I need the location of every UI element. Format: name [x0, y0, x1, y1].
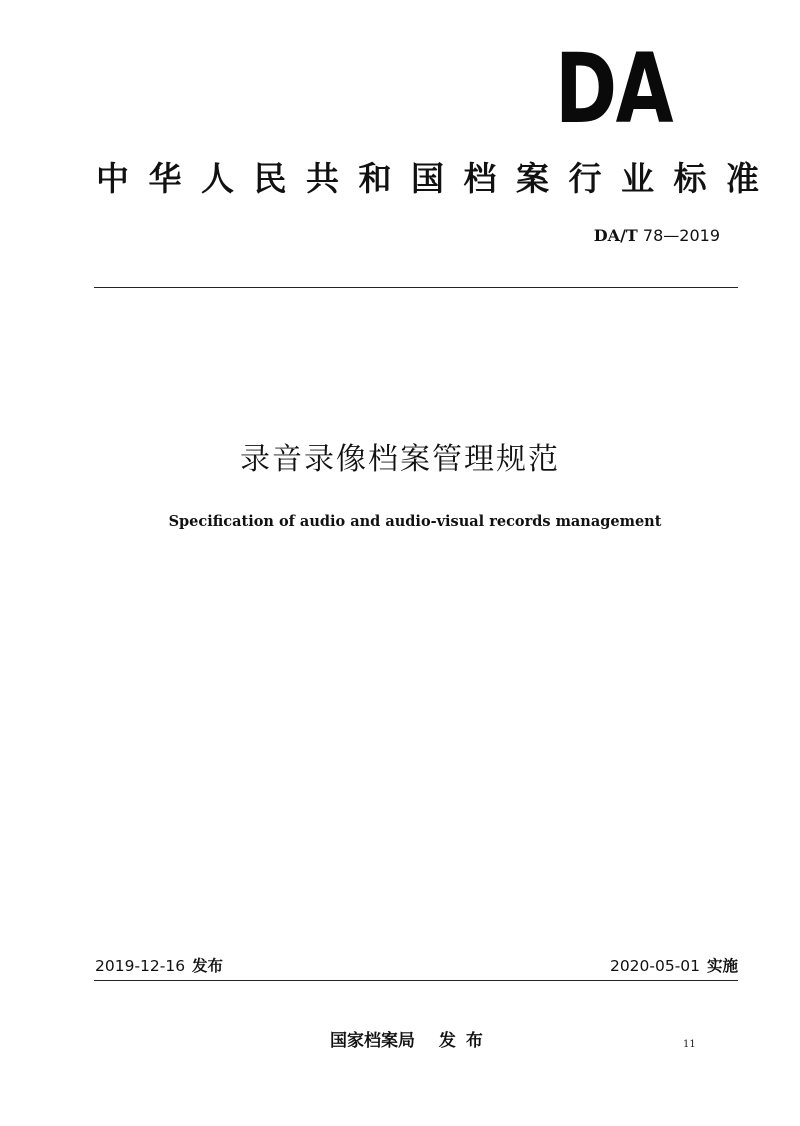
top-divider — [94, 287, 738, 288]
issue-date — [95, 955, 223, 977]
publisher — [330, 1029, 493, 1053]
document-title-en: Specification of audio and audio-visual records management — [168, 513, 662, 530]
standard-number — [594, 225, 720, 247]
standard-category-title: 中华人民共和国档案行业标准 — [96, 159, 779, 198]
document-title-zh: 录音录像档案管理规范 — [240, 442, 560, 477]
standard-number-prefix: DA/T — [593, 226, 638, 245]
da-logo: DA — [555, 33, 672, 145]
bottom-divider — [94, 980, 738, 981]
page-number: 11 — [683, 1039, 696, 1050]
effective-date — [610, 955, 738, 977]
publisher-action: 发布 — [438, 1031, 493, 1051]
issue-date-label: 发布 — [192, 957, 224, 975]
effective-date-value: 2020-05-01 — [609, 957, 701, 975]
standard-number-value: 78—2019 — [642, 226, 720, 245]
effective-date-label: 实施 — [706, 957, 738, 975]
issue-date-value: 2019-12-16 — [95, 957, 186, 975]
publisher-name: 国家档案局 — [330, 1031, 415, 1051]
